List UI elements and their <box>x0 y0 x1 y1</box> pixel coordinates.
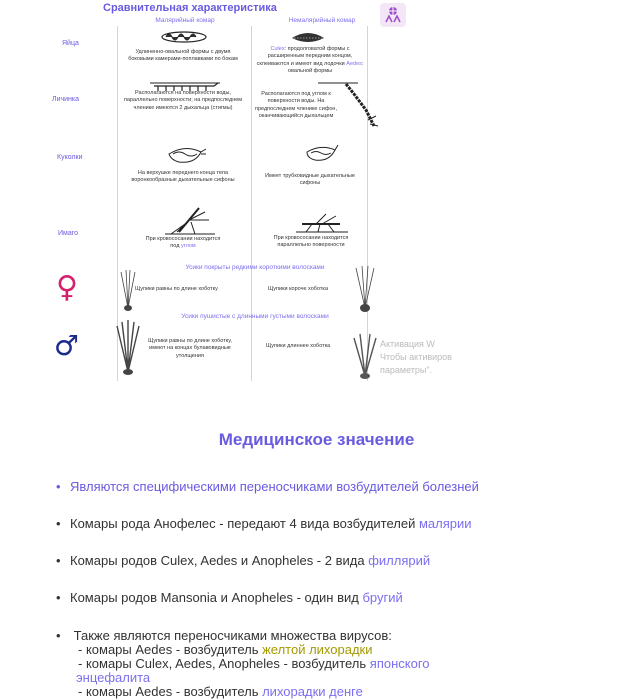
imago-malarial-under: под <box>170 243 180 250</box>
eggs-malarial-desc: Удлиненно-овальной формы с двумя боковыми камерами-поплавками по бокам <box>128 49 238 63</box>
bullet-3-text: Комары родов Culex, Aedes и Anopheles - 2 вида <box>70 553 369 568</box>
virus-line-2-link[interactable]: японского <box>369 656 430 671</box>
watermark-line-3: параметры". <box>380 365 433 375</box>
pupae-nonmalarial-desc: Имеет трубковидные дыхательные сифоны <box>265 173 355 187</box>
col-header-nonmalarial: Немалярийный комар <box>288 17 356 24</box>
eggs-aedes-label: Aedes <box>346 60 362 67</box>
watermark-line-1: Активация W <box>380 339 435 349</box>
male-nonmalarial-desc: Щупики длиннее хоботка <box>266 343 331 349</box>
imago-malarial-text: При кровососании находится <box>145 236 221 242</box>
culex-pupa-illustration <box>303 144 339 171</box>
virus-line-3-text: - комары Aedes - возбудитель <box>78 684 263 699</box>
male-antennae-band: Усики пушистые с длинными густыми волосками <box>181 313 329 320</box>
virus-line-3-link[interactable]: лихорадки денге <box>262 684 363 699</box>
imago-nonmalarial-desc: При кровососании находится параллельно поверхности <box>273 235 349 249</box>
bullet-4-text: Комары родов Mansonia и Anopheles - один вид <box>70 590 363 605</box>
virus-line-2-text: - комары Culex, Aedes, Anopheles - возбудитель <box>78 656 370 671</box>
anopheles-male-head-illustration <box>115 320 141 381</box>
bullet-1: • Являются специфическими переносчиками возбудителей болезней <box>56 479 479 494</box>
anopheles-pupa-illustration <box>165 144 207 173</box>
larvae-malarial-desc: Располагаются на поверхности воды, параллельно поверхности; на предпоследнем членике имеются 2 дыхальца (стигмы) <box>123 90 243 111</box>
table-title: Сравнительная характеристика <box>103 2 277 14</box>
bullet-5-text: Также являются переносчиками множества вирусов: <box>73 628 392 643</box>
virus-line-1 <box>78 643 373 657</box>
row-label-imago: Имаго <box>58 230 79 237</box>
female-malarial-desc: Щупики равны по длине хоботку <box>135 286 218 292</box>
row-label-pupae: Куколки <box>57 154 83 161</box>
larvae-nonmalarial-desc: Располагаются под углом к поверхности воды. На предпоследнем членике сифон, оканчивающийся дыхальцем <box>254 91 337 120</box>
virus-line-1-text: - комары Aedes - возбудитель <box>78 642 263 657</box>
virus-line-2-cont <box>76 671 150 685</box>
anopheles-eggs-illustration <box>160 30 208 49</box>
virus-line-2-link-cont[interactable]: энцефалита <box>76 670 151 685</box>
eggs-nonmalarial-desc <box>256 46 364 76</box>
imago-malarial-angle: углом <box>180 243 196 250</box>
bullet-2-link[interactable]: малярии <box>418 516 472 531</box>
bullet-2: • Комары рода Анофелес - передают 4 вида возбудителей малярии <box>56 516 472 531</box>
female-antennae-band: Усики покрыты редкими короткими волосками <box>185 264 325 271</box>
bullet-3: • Комары родов Culex, Aedes и Anopheles - 2 вида филлярий <box>56 553 431 568</box>
pupae-malarial-desc: На верхушке переднего конца тела воронкообразные дыхательные сифоны <box>131 170 235 184</box>
culex-male-head-illustration <box>350 330 380 385</box>
eggs-culex-label: Culex <box>270 46 285 52</box>
imago-malarial-desc <box>128 236 238 251</box>
activation-watermark <box>380 338 452 377</box>
row-label-larvae: Личинка <box>52 96 80 103</box>
virus-line-2 <box>78 657 430 671</box>
bullet-2-text: Комары рода Анофелес - передают 4 вида возбудителей <box>70 516 419 531</box>
watermark-line-2: Чтобы активиров <box>380 352 452 362</box>
female-nonmalarial-desc: Щупики короче хоботка <box>268 286 329 292</box>
bullet-5: • Также являются переносчиками множества вирусов: <box>56 628 392 643</box>
bullet-3-link[interactable]: филлярий <box>368 553 431 568</box>
eggs-aedes-desc: : овальной формы <box>287 60 364 75</box>
mosquito-logo-icon <box>379 2 407 28</box>
male-symbol-icon: ♂ <box>54 329 80 362</box>
medical-heading: Медицинское значение <box>218 430 415 449</box>
female-symbol-icon: ♀ <box>56 270 78 305</box>
row-label-eggs: Яйца <box>62 40 79 47</box>
col-header-malarial: Малярийный комар <box>155 17 215 24</box>
bullet-1-text: Являются специфическими переносчиками возбудителей болезней <box>70 479 479 494</box>
virus-line-3 <box>78 685 363 699</box>
virus-line-1-link[interactable]: желтой лихорадки <box>262 642 373 657</box>
table-divider-middle <box>251 26 252 381</box>
bullet-4-link[interactable]: бругий <box>362 590 403 605</box>
male-malarial-desc: Щупики равны по длине хоботку, имеют на концах булавовидные утолщения <box>148 338 232 359</box>
bullet-4: • Комары родов Mansonia и Anopheles - один вид бругий <box>56 590 403 605</box>
eggs-culex-desc: : продолговатой формы с расширенным передним концом, склеиваются и имеют вид лодочки <box>256 46 353 67</box>
